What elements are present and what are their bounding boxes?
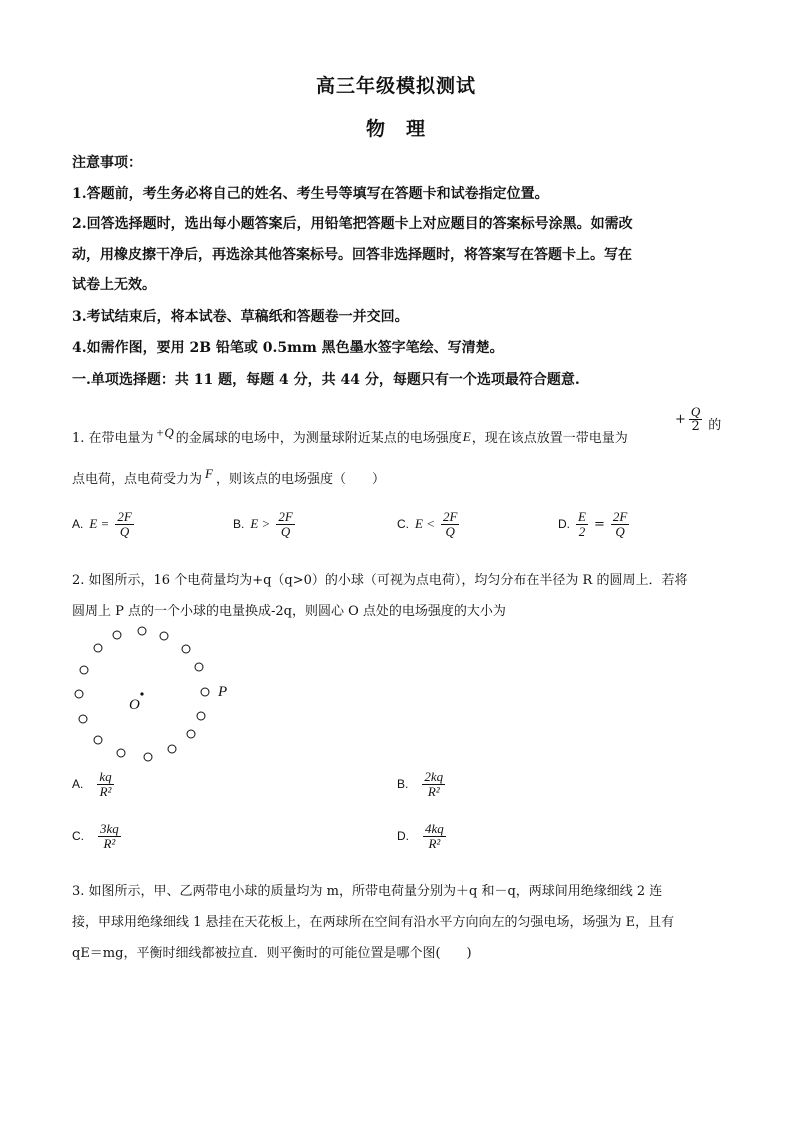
fraction-den: Q [119,523,130,539]
q1-option-D[interactable] [558,510,629,538]
option-label: D. [397,829,409,844]
charge-ball [79,715,87,723]
charge-ball [144,753,152,761]
fraction-num: 2F [442,509,458,524]
option-fraction [422,770,445,798]
charge-ball [113,631,121,639]
center-point [140,692,143,695]
option-fraction [611,510,629,538]
q1-line-2-a: 点电荷，点电荷受力为 [72,472,203,487]
fraction-num: 2F [612,509,628,524]
q1-line-2-b: ，则该点的电场强度（ ） [215,472,385,487]
fraction-den: Q [445,523,455,539]
notes-heading: 注意事项： [72,155,142,171]
fraction-num: 4kq [425,821,444,836]
q2-charge-circle-figure [60,620,240,770]
fraction-den: Q [615,523,625,539]
fraction-num: 2F [278,509,293,524]
note-item-1: 1.答题前，考生务必将自己的姓名、考生号等填写在答题卡和试卷指定位置。 [72,186,549,202]
section-heading-single-choice: 一.单项选择题：共 11 题，每题 4 分，共 44 分，每题只有一个选项最符合题意. [72,372,580,388]
label-O: O [129,697,140,713]
q1-option-A[interactable] [72,510,134,538]
charge-ball [187,730,195,738]
note-item-4: 4.如需作图，要用 2B 铅笔或 0.5mm 黑色墨水签字笔绘、写清楚。 [72,340,504,356]
q1-option-B[interactable] [233,510,295,538]
note-item-2-line-1: 2.回答选择题时，选出每小题答案后，用铅笔把答题卡上对应题目的答案标号涂黑。如需改 [72,216,633,232]
fraction-den: Q [280,523,291,539]
q1-option-C[interactable] [397,510,459,538]
option-fraction [276,510,294,538]
option-lhs: E < [415,516,435,532]
note-item-2-line-2: 动，用橡皮擦干净后，再选涂其他答案标号。回答非选择题时，将答案写在答题卡上。写在 [72,247,632,263]
charge-ball [197,712,205,720]
option-fraction [115,510,133,538]
fraction-den: 2 [578,523,586,539]
q3-line-1: 3. 如图所示，甲、乙两带电小球的质量均为 m，所带电荷量分别为＋q 和－q，两球间用绝缘细线 2 连 [72,884,663,899]
exam-title: 高三年级模拟测试 [316,75,477,97]
q2-option-C[interactable] [72,822,121,850]
fraction-num: 2F [117,509,132,524]
charge-ball [117,749,125,757]
charge-ball [94,736,102,744]
option-fraction [97,770,113,798]
charge-ball [182,645,190,653]
charge-ball-P [201,688,209,696]
subject-title: 物 理 [366,118,427,140]
option-label: B. [397,777,409,792]
q1-text-a: 1. 在带电量为 [72,431,154,446]
note-item-2-line-3: 试卷上无效。 [72,277,156,293]
charge-ball [138,627,146,635]
q1-F: F [205,465,213,481]
q1-plus: + [675,411,686,427]
fraction-num: 3kq [100,821,119,836]
q3-line-3: qE＝mg，平衡时细线都被拉直．则平衡时的可能位置是哪个图( ) [72,946,472,961]
q2-line-2: 圆周上 P 点的一个小球的电量换成-2q，则圆心 O 点处的电场强度的大小为 [72,604,506,619]
q2-line-1: 2. 如图所示，16 个电荷量均为+q（q>0）的小球（可视为点电荷），均匀分布在半径为 R 的圆周上．若将 [72,573,688,588]
option-label: A. [72,777,84,792]
q1-half-den: 2 [691,418,700,434]
option-label: D. [558,517,570,532]
q1-half-charge [689,405,702,433]
q1-charge: +Q [155,424,174,440]
charge-ball [94,644,102,652]
option-fraction [441,510,459,538]
fraction-den: R² [99,783,112,799]
option-fraction [423,822,446,850]
note-item-3: 3.考试结束后，将本试卷、草稿纸和答题卷一并交回。 [72,309,409,325]
q1-text-b: 的金属球的电场中，为测量球附近某点的电场强度 [175,431,462,446]
charge-ball [168,745,176,753]
fraction-den: R² [428,835,441,851]
fraction-den: R² [427,783,440,799]
option-label: C. [72,829,84,844]
fraction-den: R² [103,835,116,851]
q2-option-B[interactable] [397,770,445,798]
option-lhs-fraction [576,510,588,538]
q2-option-A[interactable] [72,770,114,798]
q1-line-2 [72,465,385,487]
option-equals: = [593,516,605,532]
charge-ball [160,632,168,640]
option-lhs: E = [89,516,110,532]
option-fraction [98,822,121,850]
q1-line-1 [72,424,628,446]
option-lhs: E > [250,516,271,532]
q1-half-num: Q [690,404,701,419]
q1-text-c: ，现在该点放置一带电量为 [471,431,628,446]
label-P: P [218,684,228,700]
q1-E: E [462,428,471,444]
q3-line-2: 接，甲球用绝缘细线 1 悬挂在天花板上，在两球所在空间有沿水平方向向左的匀强电场，场强为 E，且有 [72,915,675,930]
q1-text-d: 的 [708,417,722,433]
option-label: C. [397,517,409,532]
charge-ball [80,666,88,674]
fraction-num: E [578,509,586,524]
q1-fraction-charge [675,405,721,433]
q2-option-D[interactable] [397,822,446,850]
fraction-num: 2kq [424,769,444,784]
charge-ball [75,690,83,698]
fraction-num: kq [99,769,112,784]
charge-ball [195,663,203,671]
option-label: A. [72,517,84,532]
option-label: B. [233,517,245,532]
